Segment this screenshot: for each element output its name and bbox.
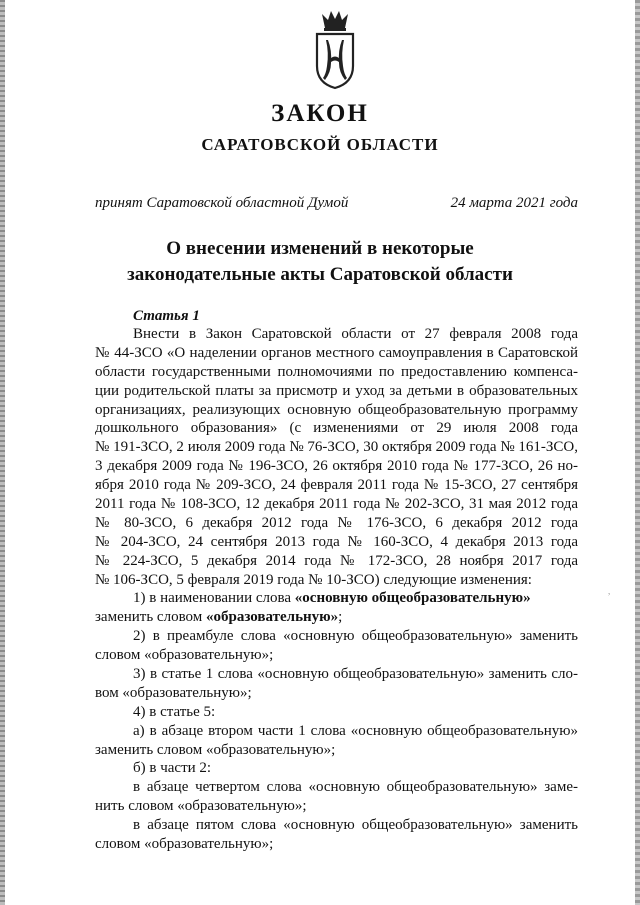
region-title: САРАТОВСКОЙ ОБЛАСТИ	[201, 135, 439, 154]
article-body	[95, 325, 578, 854]
item-2-line-1: 2) в преамбуле слова «основную общеобразовательную» заменить	[133, 628, 578, 645]
document-title	[0, 236, 640, 288]
item-4b: б) в части 2:	[133, 760, 212, 777]
body-line: организациях, реализующих основную общеобразовательную программу	[95, 401, 578, 418]
item-4a-line-2: заменить словом «образовательную»;	[95, 741, 336, 758]
item-1-cont-bold: «образовательную»	[206, 609, 339, 626]
body-line: № 80-ЗСО, 6 декабря 2012 года № 176-ЗСО, 6 декабря 2012 года	[95, 514, 578, 531]
item-4b2-line-2: словом «образовательную»;	[95, 836, 274, 853]
item-4a-line-1: а) в абзаце втором части 1 слова «основную общеобразовательную»	[133, 722, 578, 739]
document-title-line-1: О внесении изменений в некоторые	[166, 238, 474, 259]
adopted-by-text: принят Саратовской областной Думой	[95, 195, 349, 211]
article-heading: Статья 1	[133, 308, 200, 324]
body-line: Внести в Закон Саратовской области от 27 февраля 2008 года	[133, 326, 578, 342]
body-line: области государственными полномочиями по предоставлению компенса-	[95, 363, 578, 380]
body-line: № 44-ЗСО «О наделении органов местного самоуправления в Саратовской	[95, 344, 578, 361]
body-line: ября 2010 года № 209-ЗСО, 24 февраля 2011 года № 15-ЗСО, 27 сентября	[95, 477, 578, 494]
body-line: № 224-ЗСО, 5 декабря 2014 года № 172-ЗСО, 28 ноября 2017 года	[95, 552, 578, 569]
item-4: 4) в статье 5:	[133, 703, 216, 720]
item-3-line-2: вом «образовательную»;	[95, 684, 252, 701]
item-4b1-line-1: в абзаце четвертом слова «основную общеобразовательную» заме-	[133, 779, 578, 796]
item-1-cont-suffix: ;	[338, 609, 343, 626]
document-title-line-2: законодательные акты Саратовской области	[127, 264, 513, 285]
body-line: дошкольного образования» (с изменениями от 29 июля 2008 года	[95, 420, 578, 437]
item-1-cont-prefix: заменить словом	[95, 609, 207, 626]
item-1-bold: «основную общеобразовательную»	[294, 590, 531, 607]
item-2-line-2: словом «образовательную»;	[95, 647, 274, 664]
body-line: № 191-ЗСО, 2 июля 2009 года № 76-ЗСО, 30 октября 2009 года № 161-ЗСО,	[95, 439, 578, 456]
item-3-line-1: 3) в статье 1 слова «основную общеобразовательную» заменить сло-	[133, 666, 578, 683]
item-4b2-line-1: в абзаце пятом слова «основную общеобразовательную» заменить	[133, 817, 578, 834]
adoption-date: 24 марта 2021 года	[450, 195, 578, 211]
law-title: ЗАКОН	[271, 100, 369, 127]
body-line: 3 декабря 2009 года № 196-ЗСО, 26 октября 2010 года № 177-ЗСО, 26 но-	[95, 458, 578, 475]
item-1-line-2	[95, 608, 578, 627]
body-line: № 204-ЗСО, 24 сентября 2013 года № 160-ЗСО, 4 декабря 2013 года	[95, 533, 578, 550]
body-line: 2011 года № 108-ЗСО, 12 декабря 2011 года № 202-ЗСО, 31 мая 2012 года	[95, 496, 578, 513]
item-4b1-line-2: нить словом «образовательную»;	[95, 798, 307, 815]
item-1-line-1	[95, 589, 578, 608]
body-line: ции родительской платы за присмотр и уход за детьми в образовательных	[95, 382, 578, 399]
body-line: № 106-ЗСО, 5 февраля 2019 года № 10-ЗСО) следующие изменения:	[95, 571, 532, 588]
margin-mark: ,	[608, 586, 611, 596]
saratov-coat-of-arms-icon	[311, 8, 359, 90]
item-1-prefix: 1) в наименовании слова	[133, 590, 295, 607]
